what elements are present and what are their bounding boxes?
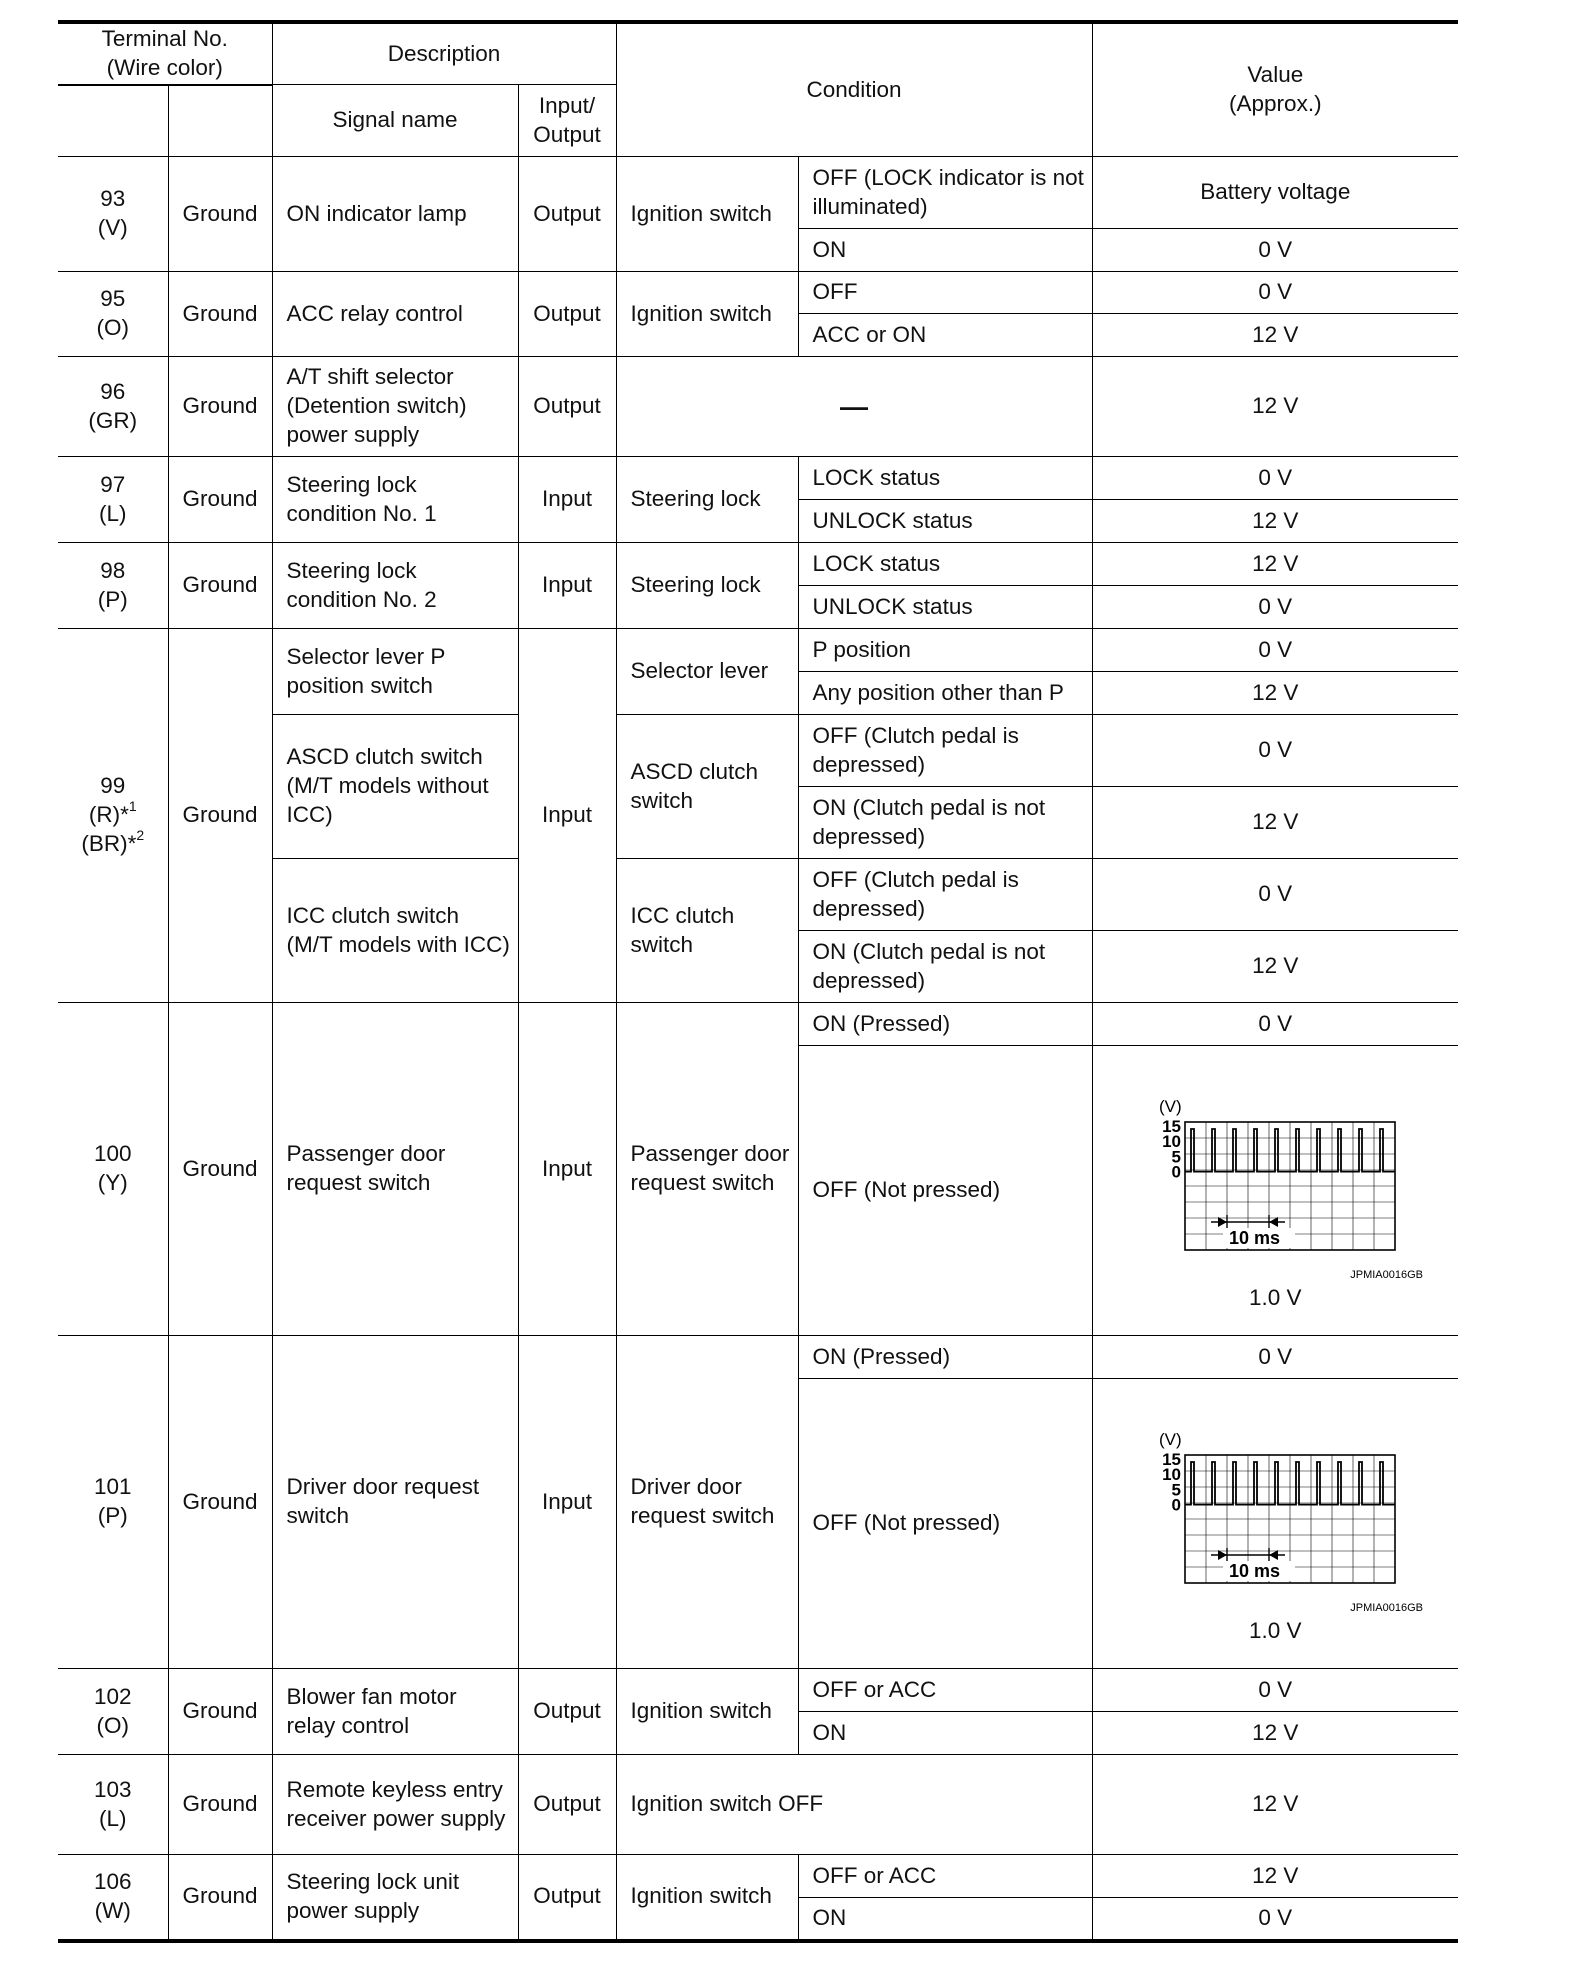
value-cell: 12 V <box>1092 543 1458 586</box>
wire-color-2: (BR)* <box>81 830 137 856</box>
terminal-cell <box>58 457 168 543</box>
condition-main: ICC clutch switch <box>616 859 798 1003</box>
footnote-mark: 2 <box>136 826 145 843</box>
ground-cell: Ground <box>168 157 272 272</box>
condition-sub: ON <box>798 1898 1092 1941</box>
ground-cell: Ground <box>168 543 272 629</box>
wire-color: (Y) <box>97 1170 128 1196</box>
value-cell: Battery voltage <box>1092 157 1458 229</box>
condition-sub: UNLOCK status <box>798 500 1092 543</box>
io-cell: Input <box>518 1336 616 1669</box>
terminal-no-label: Terminal No. <box>101 26 228 51</box>
y-tick-label: 0 <box>1171 1162 1182 1182</box>
output-label: Output <box>533 121 601 147</box>
condition-main: Ignition switch OFF <box>616 1755 1092 1855</box>
terminal-cell <box>58 157 168 272</box>
condition-sub: OFF (Clutch pedal is depressed) <box>798 715 1092 787</box>
io-cell: Output <box>518 272 616 357</box>
value-cell: 0 V <box>1092 629 1458 672</box>
value-cell: 12 V <box>1092 314 1458 357</box>
condition-sub: ON <box>798 229 1092 272</box>
waveform-cell <box>1092 1379 1458 1669</box>
footnote-mark: 1 <box>128 798 137 815</box>
terminal-cell <box>58 1755 168 1855</box>
condition-main: ASCD clutch switch <box>616 715 798 859</box>
signal-name: ACC relay control <box>272 272 518 357</box>
value-cell: 12 V <box>1092 357 1458 457</box>
terminal-number: 95 <box>100 286 126 312</box>
time-scale-label: 10 ms <box>1229 1228 1281 1249</box>
input-output-header <box>518 85 616 157</box>
terminal-cell <box>58 1336 168 1669</box>
signal-name: Steering lock unit power supply <box>272 1855 518 1941</box>
value-cell: 0 V <box>1092 1336 1458 1379</box>
condition-sub: OFF (Clutch pedal is depressed) <box>798 859 1092 931</box>
condition-sub: ON (Clutch pedal is not depressed) <box>798 931 1092 1003</box>
wire-color-label: (Wire color) <box>106 54 223 80</box>
table-row <box>58 357 1458 457</box>
signal-name-header: Signal name <box>272 85 518 157</box>
arrow-icon <box>1218 1550 1227 1560</box>
condition-sub: ACC or ON <box>798 314 1092 357</box>
io-cell: Input <box>518 543 616 629</box>
figure-id: JPMIA0016GB <box>1350 1269 1424 1282</box>
value-cell: 12 V <box>1092 931 1458 1003</box>
description-header: Description <box>272 22 616 85</box>
approx-label: (Approx.) <box>1229 91 1322 117</box>
io-cell: Output <box>518 1855 616 1941</box>
io-cell: Output <box>518 357 616 457</box>
signal-name: Steering lock condition No. 1 <box>272 457 518 543</box>
value-cell: 12 V <box>1092 672 1458 715</box>
terminal-cell <box>58 1855 168 1941</box>
condition-main: Steering lock <box>616 543 798 629</box>
terminal-number: 97 <box>100 471 126 497</box>
ground-cell: Ground <box>168 1755 272 1855</box>
terminal-spec-sheet <box>58 20 1458 1943</box>
pulse-waveform-graph <box>1125 1082 1425 1282</box>
input-label: Input/ <box>538 92 596 118</box>
signal-name: Blower fan motor relay control <box>272 1669 518 1755</box>
terminal-number: 93 <box>100 186 126 212</box>
condition-sub: P position <box>798 629 1092 672</box>
condition-main: — <box>616 357 1092 457</box>
value-cell: 12 V <box>1092 500 1458 543</box>
io-cell: Input <box>518 457 616 543</box>
time-scale-label: 10 ms <box>1229 1561 1281 1582</box>
condition-main: Driver door request switch <box>616 1336 798 1669</box>
condition-sub: LOCK status <box>798 543 1092 586</box>
y-tick-label: 10 <box>1162 1132 1182 1152</box>
blank-cell <box>168 85 272 157</box>
terminal-number: 98 <box>100 557 126 583</box>
wire-color: (L) <box>99 1805 127 1831</box>
condition-sub: ON <box>798 1712 1092 1755</box>
condition-sub: ON (Pressed) <box>798 1336 1092 1379</box>
wire-color: (O) <box>96 315 129 341</box>
value-cell: 12 V <box>1092 1712 1458 1755</box>
io-cell: Output <box>518 1755 616 1855</box>
io-cell: Input <box>518 1003 616 1336</box>
condition-main: Passenger door request switch <box>616 1003 798 1336</box>
wire-color: (V) <box>97 215 128 241</box>
signal-name: Selector lever P position switch <box>272 629 518 715</box>
terminal-table <box>58 20 1458 1943</box>
signal-name: ICC clutch switch (M/T models with ICC) <box>272 859 518 1003</box>
condition-header: Condition <box>616 22 1092 157</box>
ground-cell: Ground <box>168 1855 272 1941</box>
wire-color: (P) <box>97 1503 128 1529</box>
y-tick-label: 10 <box>1162 1465 1182 1485</box>
condition-sub: OFF (LOCK indicator is not illuminated) <box>798 157 1092 229</box>
wire-color: (L) <box>99 500 127 526</box>
ground-cell: Ground <box>168 1336 272 1669</box>
terminal-number: 102 <box>93 1683 132 1709</box>
table-row <box>58 629 1458 672</box>
value-cell: 0 V <box>1092 1669 1458 1712</box>
blank-cell <box>58 85 168 157</box>
terminal-cell <box>58 629 168 1003</box>
condition-sub: Any position other than P <box>798 672 1092 715</box>
waveform-value: 1.0 V <box>1249 1285 1302 1311</box>
io-cell: Output <box>518 1669 616 1755</box>
value-cell: 0 V <box>1092 1898 1458 1941</box>
condition-main: Steering lock <box>616 457 798 543</box>
y-tick-label: 15 <box>1162 1117 1182 1137</box>
signal-name: ON indicator lamp <box>272 157 518 272</box>
table-row <box>58 157 1458 229</box>
table-row <box>58 1855 1458 1898</box>
axis-unit: (V) <box>1159 1097 1182 1117</box>
terminal-number: 99 <box>100 773 126 799</box>
ground-cell: Ground <box>168 629 272 1003</box>
y-tick-label: 0 <box>1171 1495 1182 1515</box>
condition-main: Ignition switch <box>616 272 798 357</box>
pulse-waveform-graph <box>1125 1415 1425 1615</box>
y-tick-label: 15 <box>1162 1450 1182 1470</box>
arrow-icon <box>1269 1217 1278 1227</box>
value-cell: 12 V <box>1092 787 1458 859</box>
signal-name: A/T shift selector (Detention switch) power supply <box>272 357 518 457</box>
condition-sub: OFF or ACC <box>798 1669 1092 1712</box>
terminal-number: 96 <box>100 378 126 404</box>
wire-color <box>64 798 162 830</box>
condition-main: Ignition switch <box>616 157 798 272</box>
signal-name: Driver door request switch <box>272 1336 518 1669</box>
condition-sub: OFF or ACC <box>798 1855 1092 1898</box>
terminal-cell <box>58 272 168 357</box>
condition-sub: UNLOCK status <box>798 586 1092 629</box>
value-cell: 12 V <box>1092 1755 1458 1855</box>
signal-name: Steering lock condition No. 2 <box>272 543 518 629</box>
signal-name: ASCD clutch switch (M/T models without ICC) <box>272 715 518 859</box>
wire-color: (P) <box>97 586 128 612</box>
terminal-number: 100 <box>93 1141 132 1167</box>
value-label: Value <box>1247 62 1304 88</box>
y-tick-label: 5 <box>1171 1480 1182 1500</box>
terminal-number: 101 <box>93 1474 132 1500</box>
condition-main: Ignition switch <box>616 1855 798 1941</box>
value-cell: 0 V <box>1092 229 1458 272</box>
ground-cell: Ground <box>168 1003 272 1336</box>
figure-id: JPMIA0016GB <box>1350 1602 1424 1615</box>
io-cell: Input <box>518 629 616 1003</box>
axis-unit: (V) <box>1159 1430 1182 1450</box>
wire-color-1: (R)* <box>88 802 129 828</box>
condition-sub: OFF (Not pressed) <box>798 1379 1092 1669</box>
arrow-icon <box>1218 1217 1227 1227</box>
value-cell: 12 V <box>1092 1855 1458 1898</box>
value-header <box>1092 22 1458 157</box>
ground-cell: Ground <box>168 272 272 357</box>
table-row <box>58 543 1458 586</box>
ground-cell: Ground <box>168 1669 272 1755</box>
signal-name: Remote keyless entry receiver power supply <box>272 1755 518 1855</box>
condition-sub: LOCK status <box>798 457 1092 500</box>
value-cell: 0 V <box>1092 457 1458 500</box>
table-row <box>58 1003 1458 1046</box>
terminal-number: 106 <box>93 1869 132 1895</box>
table-row <box>58 1336 1458 1379</box>
condition-sub: OFF <box>798 272 1092 314</box>
wire-color: (W) <box>94 1897 131 1923</box>
terminal-number: 103 <box>93 1776 132 1802</box>
table-row <box>58 1755 1458 1855</box>
signal-name: Passenger door request switch <box>272 1003 518 1336</box>
terminal-cell <box>58 1003 168 1336</box>
waveform-cell <box>1092 1046 1458 1336</box>
terminal-cell <box>58 543 168 629</box>
waveform-value: 1.0 V <box>1249 1618 1302 1644</box>
ground-cell: Ground <box>168 357 272 457</box>
value-cell: 0 V <box>1092 715 1458 787</box>
terminal-cell <box>58 1669 168 1755</box>
terminal-no-header <box>58 22 272 85</box>
condition-sub: OFF (Not pressed) <box>798 1046 1092 1336</box>
condition-sub: ON (Clutch pedal is not depressed) <box>798 787 1092 859</box>
arrow-icon <box>1269 1550 1278 1560</box>
table-row <box>58 1669 1458 1712</box>
y-tick-label: 5 <box>1171 1147 1182 1167</box>
ground-cell: Ground <box>168 457 272 543</box>
condition-sub: ON (Pressed) <box>798 1003 1092 1046</box>
value-cell: 0 V <box>1092 859 1458 931</box>
condition-main: Selector lever <box>616 629 798 715</box>
condition-main: Ignition switch <box>616 1669 798 1755</box>
value-cell: 0 V <box>1092 586 1458 629</box>
terminal-cell <box>58 357 168 457</box>
header-row <box>58 22 1458 85</box>
table-row <box>58 457 1458 500</box>
value-cell: 0 V <box>1092 272 1458 314</box>
wire-color: (O) <box>96 1712 129 1738</box>
value-cell: 0 V <box>1092 1003 1458 1046</box>
wire-color: (GR) <box>88 407 138 433</box>
table-row <box>58 272 1458 314</box>
io-cell: Output <box>518 157 616 272</box>
wire-color <box>64 826 162 859</box>
